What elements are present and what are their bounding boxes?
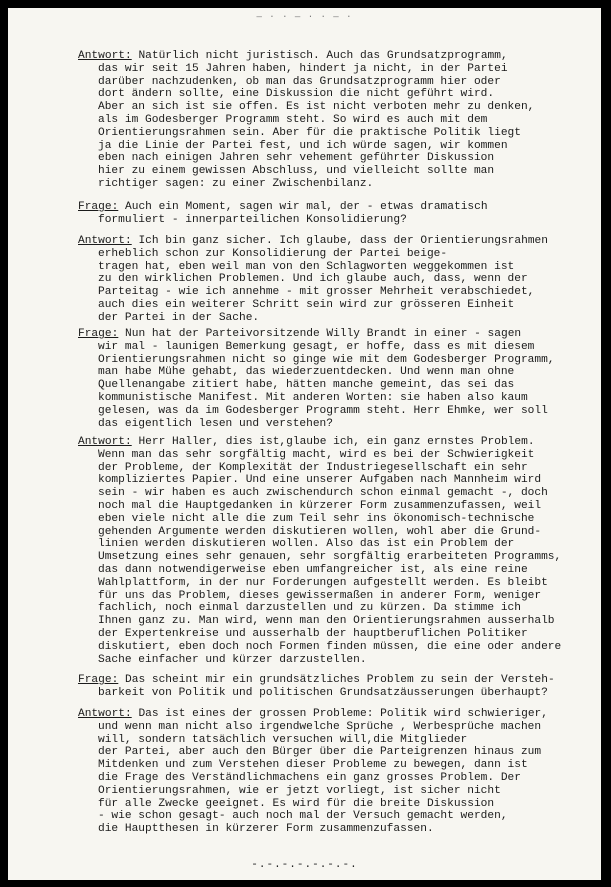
text-line	[78, 462, 598, 475]
line-text: richtiger sagen: zu einer Zwischenbilanz.	[98, 177, 374, 190]
text-line	[78, 273, 598, 286]
text-line	[78, 674, 598, 687]
line-text: Parteitag - wie ich annehme - mit grosser Mehrheit verabschiedet,	[98, 286, 535, 299]
text-line	[78, 392, 598, 405]
question-block	[78, 328, 598, 430]
text-line	[78, 286, 598, 299]
text-line	[78, 261, 598, 274]
text-line	[78, 564, 598, 577]
text-line	[78, 759, 598, 772]
text-line	[78, 341, 598, 354]
line-text: dort ändern sollte, eine Diskussion die nicht geführt wird.	[98, 88, 495, 101]
line-text: der Probleme, der Komplexität der Industriegesellschaft ein sehr	[98, 461, 528, 474]
line-text: zu den wirklichen Problemen. Und ich glaube auch, dass, wenn der	[98, 273, 528, 286]
question-label: Frage:	[78, 328, 119, 340]
text-line	[78, 418, 598, 431]
line-text: hier zu einem gewissen Abschluss, und vielleicht sollte man	[98, 165, 495, 178]
line-text: sein - wir haben es auch zwischendurch schon einmal gemacht -, doch	[98, 487, 548, 500]
line-text: Das scheint mir ein grundsätzliches Problem zu sein der Versteh-	[125, 674, 555, 686]
text-line	[78, 487, 598, 500]
answer-label: Antwort:	[78, 50, 132, 62]
text-line	[78, 201, 598, 214]
text-line	[78, 641, 598, 654]
line-text: Wenn man das sehr sorgfältig macht, wird es bei der Schwierigkeit	[98, 448, 535, 461]
line-text: Das ist eines der grossen Probleme: Politik wird schwieriger,	[138, 708, 548, 720]
line-text: man habe Mühe gehabt, das wiederzuentdecken. Und wenn man ohne	[98, 366, 515, 379]
line-text: darüber nachzudenken, ob man das Grundsatzprogramm hier oder	[98, 75, 501, 88]
line-text: Ihnen ganz zu. Man wird, wenn man den Orientierungsrahmen ausserhalb	[98, 615, 555, 628]
answer-block	[78, 708, 598, 836]
footer-marks: -.-.-.-.-.-.-.	[251, 859, 358, 871]
text-line	[78, 602, 598, 615]
text-line	[78, 328, 598, 341]
text-line	[78, 823, 598, 836]
text-line	[78, 88, 598, 101]
text-line	[78, 312, 598, 325]
top-marks: — · · — · · — ·	[256, 12, 353, 22]
answer-block	[78, 235, 598, 325]
line-text: kompliziertes Papier. Und eine unserer Aufgaben nach Mannheim wird	[98, 474, 542, 487]
answer-label: Antwort:	[78, 436, 132, 448]
answer-block	[78, 436, 598, 666]
text-line	[78, 810, 598, 823]
line-text: auch dies ein weiterer Schritt sein wird zur grösseren Einheit	[98, 298, 515, 311]
text-line	[78, 746, 598, 759]
line-text: linien werden diskutieren wollen. Also das ist ein Problem der	[98, 538, 515, 551]
line-text: fachlich, noch einmal darzustellen und zu kürzen. Da stimme ich	[98, 602, 521, 615]
text-line	[78, 379, 598, 392]
text-line	[78, 721, 598, 734]
line-text: die Frage des Verständlichmachens ein ganz grosses Problem. Der	[98, 771, 521, 784]
text-line	[78, 551, 598, 564]
text-line	[78, 76, 598, 89]
line-text: Umsetzung eines sehr genauen, sehr sorgfältig erarbeiteten Programms,	[98, 551, 562, 564]
line-text: das dann notwendigerweise eben umfangreicher ist, als eine reine	[98, 563, 528, 576]
text-line	[78, 449, 598, 462]
question-block	[78, 201, 598, 227]
text-line	[78, 127, 598, 140]
line-text: formuliert - innerparteilichen Konsolidierung?	[98, 213, 407, 226]
line-text: eben nach einigen Jahren sehr vehement geführter Diskussion	[98, 152, 495, 165]
text-line	[78, 785, 598, 798]
question-label: Frage:	[78, 201, 119, 213]
text-line	[78, 590, 598, 603]
answer-label: Antwort:	[78, 235, 132, 247]
line-text: für uns das Problem, dieses gewissermaßen in anderer Form, weniger	[98, 589, 542, 602]
text-line	[78, 577, 598, 590]
text-line	[78, 101, 598, 114]
text-line	[78, 354, 598, 367]
line-text: Orientierungsrahmen nicht so ginge wie mit dem Godesberger Programm,	[98, 353, 555, 366]
text-line	[78, 114, 598, 127]
line-text: Natürlich nicht juristisch. Auch das Grundsatzprogramm,	[138, 50, 508, 62]
line-text: für alle Zwecke geeignet. Es wird für die breite Diskussion	[98, 797, 495, 810]
text-line	[78, 538, 598, 551]
text-line	[78, 248, 598, 261]
text-line	[78, 235, 598, 248]
line-text: Aber an sich ist sie offen. Es ist nicht verboten mehr zu denken,	[98, 101, 535, 114]
text-line	[78, 152, 598, 165]
line-text: eben viele nicht alle die zum Teil sehr ins ökonomisch-technische	[98, 512, 535, 525]
line-text: gelesen, was da im Godesberger Programm steht. Herr Ehmke, wer soll	[98, 404, 548, 417]
text-line	[78, 500, 598, 513]
line-text: Sache einfacher und kürzer darzustellen.	[98, 653, 367, 666]
line-text: Quellenangabe zitiert habe, hätten manche gemeint, das sei das	[98, 379, 515, 392]
text-line	[78, 63, 598, 76]
text-line	[78, 140, 598, 153]
text-line	[78, 772, 598, 785]
line-text: gehenden Argumente werden diskutieren wollen, wohl aber die Grund-	[98, 525, 542, 538]
text-line	[78, 178, 598, 191]
line-text: will, sondern tatsächlich versuchen will,die Mitglieder	[98, 733, 468, 746]
line-text: kommunistische Manifest. Mit anderen Worten: sie haben also kaum	[98, 391, 528, 404]
text-line	[78, 708, 598, 721]
line-text: der Partei, aber auch den Bürger über die Parteigrenzen hinaus zum	[98, 746, 542, 759]
line-text: barkeit von Politik und politischen Grundsatzäusserungen überhaupt?	[98, 686, 548, 699]
text-line	[78, 734, 598, 747]
line-text: Nun hat der Parteivorsitzende Willy Brandt in einer - sagen	[125, 328, 522, 340]
text-line	[78, 50, 598, 63]
line-text: und wenn man nicht also irgendwelche Sprüche , Werbesprüche machen	[98, 720, 542, 733]
line-text: erheblich schon zur Konsolidierung der Partei beige-	[98, 247, 448, 260]
line-text: Herr Haller, dies ist,glaube ich, ein ganz ernstes Problem.	[138, 436, 535, 448]
text-line	[78, 165, 598, 178]
line-text: ja die Linie der Partei fest, und ich würde sagen, wir kommen	[98, 139, 508, 152]
text-line	[78, 687, 598, 700]
question-block	[78, 674, 598, 700]
answer-block	[78, 50, 598, 191]
line-text: noch mal die Hauptgedanken in kürzerer Form zusammenzufassen, weil	[98, 499, 542, 512]
text-line	[78, 299, 598, 312]
document-page	[8, 8, 601, 880]
text-line	[78, 654, 598, 667]
line-text: als im Godesberger Programm steht. So wird es auch mit dem	[98, 113, 488, 126]
line-text: der Expertenkreise und ausserhalb der hauptberuflichen Politiker	[98, 627, 528, 640]
line-text: das wir seit 15 Jahren haben, hindert ja nicht, in der Partei	[98, 62, 508, 75]
line-text: Wahlplattform, in der nur Forderungen aufgestellt werden. Es bleibt	[98, 576, 548, 589]
text-line	[78, 214, 598, 227]
text-line	[78, 798, 598, 811]
line-text: Ich bin ganz sicher. Ich glaube, dass der Orientierungsrahmen	[138, 235, 548, 247]
text-line	[78, 628, 598, 641]
text-line	[78, 474, 598, 487]
answer-label: Antwort:	[78, 708, 132, 720]
text-line	[78, 526, 598, 539]
line-text: - wie schon gesagt- auch noch mal der Versuch gemacht werden,	[98, 810, 508, 823]
line-text: tragen hat, eben weil man von den Schlagworten weggekommen ist	[98, 260, 515, 273]
text-line	[78, 513, 598, 526]
line-text: diskutiert, eben doch noch Formen finden müssen, die eine oder andere	[98, 640, 562, 653]
line-text: Orientierungsrahmen, wie er jetzt vorliegt, ist sicher nicht	[98, 784, 501, 797]
line-text: Mitdenken und zum Verstehen dieser Probleme zu bewegen, dann ist	[98, 759, 528, 772]
line-text: Auch ein Moment, sagen wir mal, der - etwas dramatisch	[125, 201, 488, 213]
line-text: der Partei in der Sache.	[98, 311, 260, 324]
text-line	[78, 615, 598, 628]
line-text: wir mal - launigen Bemerkung gesagt, er hoffe, dass es mit diesem	[98, 340, 535, 353]
question-label: Frage:	[78, 674, 119, 686]
line-text: die Hauptthesen in kürzerer Form zusammenzufassen.	[98, 823, 434, 836]
text-line	[78, 366, 598, 379]
line-text: Orientierungsrahmen sein. Aber für die praktische Politik liegt	[98, 126, 521, 139]
text-line	[78, 436, 598, 449]
line-text: das eigentlich lesen und verstehen?	[98, 417, 333, 430]
text-line	[78, 405, 598, 418]
